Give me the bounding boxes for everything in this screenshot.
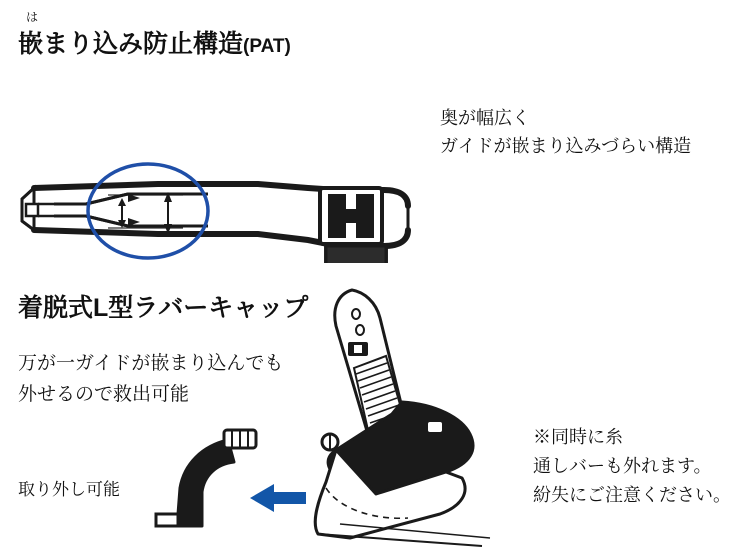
rubber-cap-illustration: [140, 282, 560, 552]
ruby-annotation: は: [26, 10, 39, 24]
section1-callout: [440, 104, 691, 160]
rod-tip-guide-illustration: [8, 78, 438, 263]
arm-badge-inner: [354, 345, 362, 353]
section2-caution-note: [533, 423, 731, 510]
section1-title: [18, 24, 291, 60]
section2-desc-line2: 外せるので救出可能: [18, 384, 190, 405]
left-tip-slot: [26, 204, 38, 216]
arrow-left-icon: [250, 484, 306, 512]
section1-title-text: 嵌まり込み防止構造: [18, 30, 244, 58]
removable-label: 取り外し可能: [18, 480, 120, 499]
section1-callout-line2: ガイドが嵌まり込みづらい構造: [440, 136, 692, 156]
keeper-bar-right: [356, 194, 374, 238]
caution-line3: 紛失にご注意ください。: [533, 485, 731, 505]
caution-line1: ※同時に糸: [533, 427, 623, 447]
arm-hole-1: [352, 309, 360, 319]
detached-l-rubber-cap: [156, 430, 256, 526]
section2-desc-line1: 万が一ガイドが嵌まり込んでも: [18, 353, 284, 374]
section2-title: 着脱式L型ラバーキャップ: [18, 294, 309, 322]
arm-hole-2: [356, 325, 364, 335]
section1-callout-line1: 奥が幅広く: [440, 108, 530, 128]
thread-bar: [318, 534, 482, 546]
hood-logo: [428, 422, 442, 432]
stem-dark-collar: [324, 246, 388, 263]
section1-title-pat: (PAT): [243, 36, 291, 57]
keeper-bridge: [346, 209, 356, 223]
caution-line2: 通しバーも外れます。: [533, 456, 712, 476]
keeper-bar-left: [328, 194, 346, 238]
